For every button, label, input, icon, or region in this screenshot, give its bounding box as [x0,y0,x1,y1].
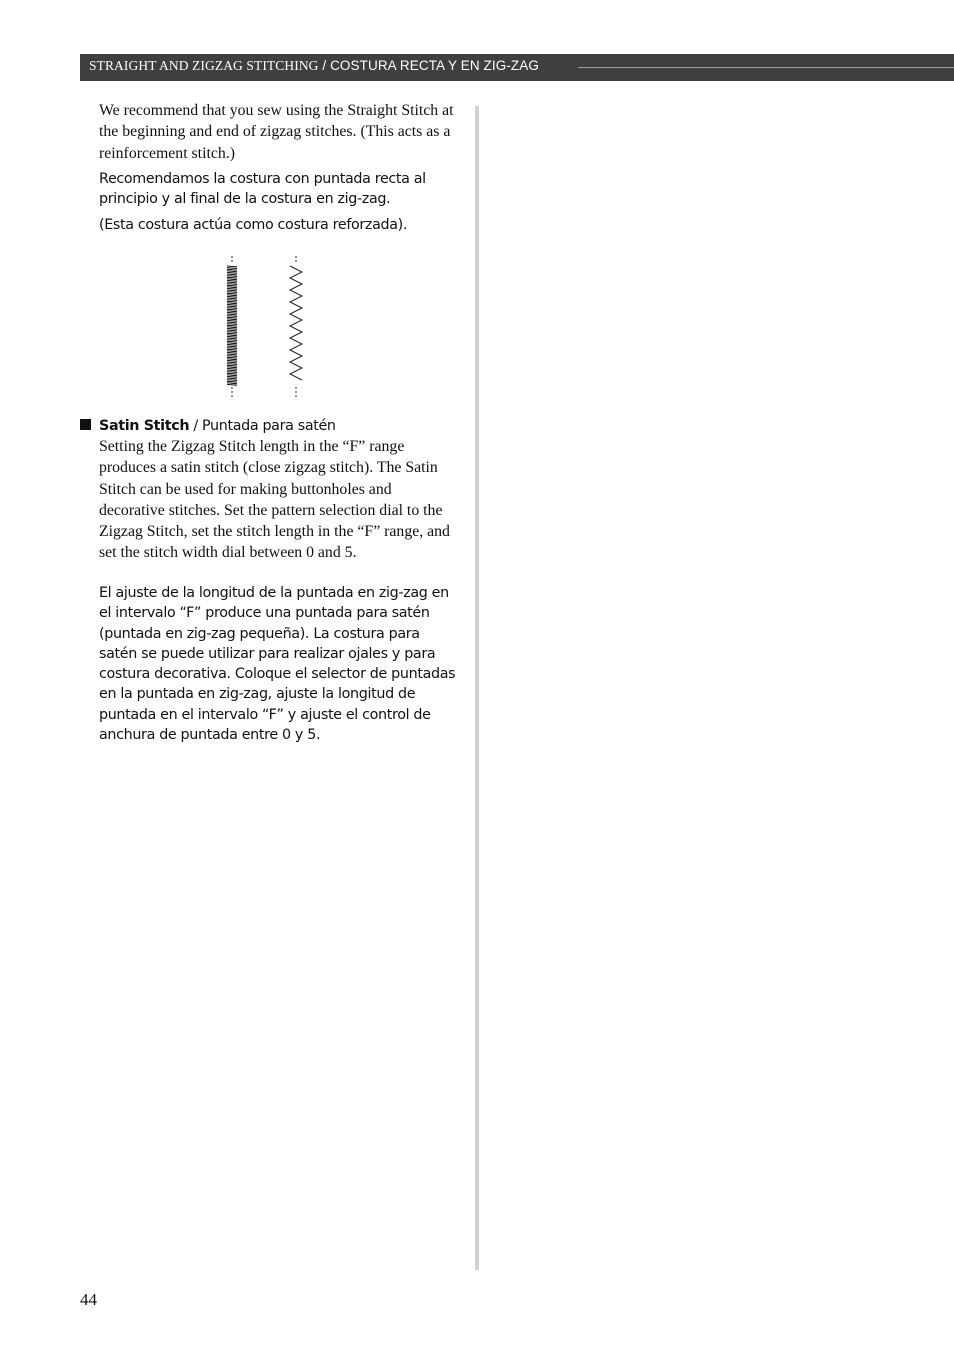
reinforcement-text-en: We recommend that you sew using the Straight Stitch at the beginning and end of zigzag stitches. (This acts as a reinforcement stitch.) [99,102,454,162]
header-title-es: COSTURA RECTA Y EN ZIG-ZAG [330,58,539,73]
section-heading-es: Puntada para satén [202,418,336,434]
satin-text-en: Setting the Zigzag Stitch length in the “F” range produces a satin stitch (close zigzag stitch). The Satin Stitch can be used for making buttonholes and decorative stitches. Set the pattern selection dial to the Zigzag Stitch, set the stitch length in the “F” range, and set the stitch width dial between 0 and 5. [99,438,450,562]
satin-text-es: El ajuste de la longitud de la puntada en zig-zag en el intervalo “F” produce una puntada para satén (puntada en zig-zag pequeña). La costura para satén se puede utilizar para realizar ojales y para costura decorativa. Coloque el selector de puntadas en la puntada en zig-zag, ajuste la longitud de puntada en el intervalo “F” y ajuste el control de anchura de puntada entre 0 y 5. [99,585,456,744]
zigzag-stitch-sample-icon [290,256,302,397]
running-header [89,58,539,74]
section-bullet-icon [80,419,91,430]
column-divider [475,106,479,1270]
section-heading-separator: / [189,418,203,434]
section-heading-en: Satin Stitch [99,418,190,434]
section-heading [99,414,336,438]
stitch-illustration [220,254,320,399]
header-title-en: STRAIGHT AND ZIGZAG STITCHING [89,58,319,73]
header-bar [80,54,954,81]
header-rule [578,67,954,68]
reinforcement-note-es: (Esta costura actúa como costura reforzada). [99,217,408,233]
page-number: 44 [80,1290,97,1309]
header-separator: / [318,58,331,73]
satin-stitch-sample-icon [227,256,237,397]
reinforcement-text-es: Recomendamos la costura con puntada recta al principio y al final de la costura en zig-zag. [99,171,426,208]
